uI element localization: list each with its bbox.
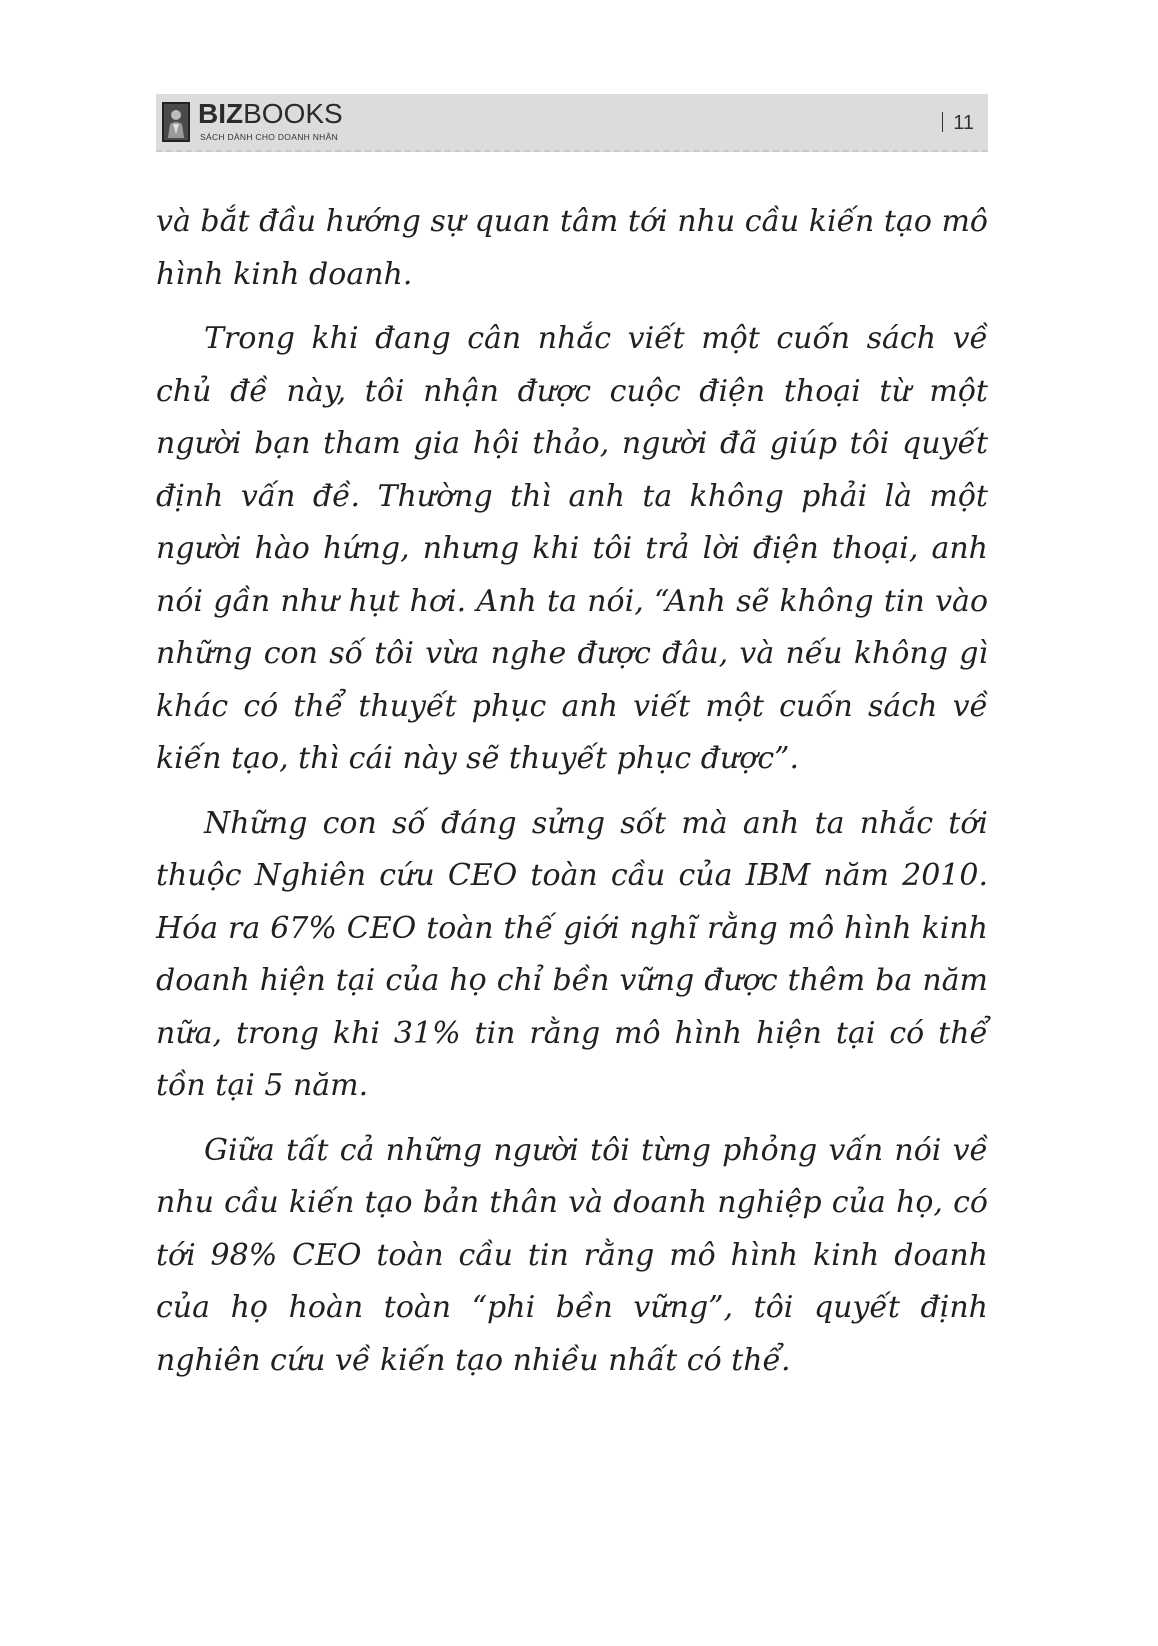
page-number xyxy=(942,112,974,135)
running-header xyxy=(156,94,988,152)
paragraph-1: và bắt đầu hướng sự quan tâm tới nhu cầu kiến tạo mô hình kinh doanh. xyxy=(156,204,988,292)
brand-name-bold: BIZ xyxy=(198,98,244,129)
paragraph-3: Những con số đáng sửng sốt mà anh ta nhắc tới thuộc Nghiên cứu CEO toàn cầu của IBM năm 2010. Hóa ra 67% CEO toàn thế giới nghĩ rằng mô hình kinh doanh hiện tại của họ chỉ bền vững được thêm ba năm nữa, trong khi 31% tin rằng mô hình hiện tại có thể tồn tại 5 năm. xyxy=(156,805,988,1103)
brand-name-light: BOOKS xyxy=(243,98,343,129)
brand-tagline: SÁCH DÀNH CHO DOANH NHÂN xyxy=(200,132,339,142)
paragraph-2: Trong khi đang cân nhắc viết một cuốn sách về chủ đề này, tôi nhận được cuộc điện thoại từ một người bạn tham gia hội thảo, người đã giúp tôi quyết định vấn đề. Thường thì anh ta không phải là một người hào hứng, nhưng khi tôi trả lời điện thoại, anh nói gần như hụt hơi. Anh ta nói, “Anh sẽ không tin vào những con số tôi vừa nghe được đâu, và nếu không gì khác có thể thuyết phục anh viết một cuốn sách về kiến tạo, thì cái này sẽ thuyết phục được”. xyxy=(156,321,988,776)
paragraph-4: Giữa tất cả những người tôi từng phỏng vấn nói về nhu cầu kiến tạo bản thân và doanh nghiệp của họ, có tới 98% CEO toàn cầu tin rằng mô hình kinh doanh của họ hoàn toàn “phi bền vững”, tôi quyết định nghiên cứu về kiến tạo nhiều nhất có thể. xyxy=(156,1132,988,1378)
page-number-divider xyxy=(942,112,944,132)
body-text xyxy=(156,196,988,1399)
page-number-value: 11 xyxy=(953,112,974,134)
brand-name xyxy=(198,98,343,130)
bizbooks-logo-icon xyxy=(162,102,190,142)
